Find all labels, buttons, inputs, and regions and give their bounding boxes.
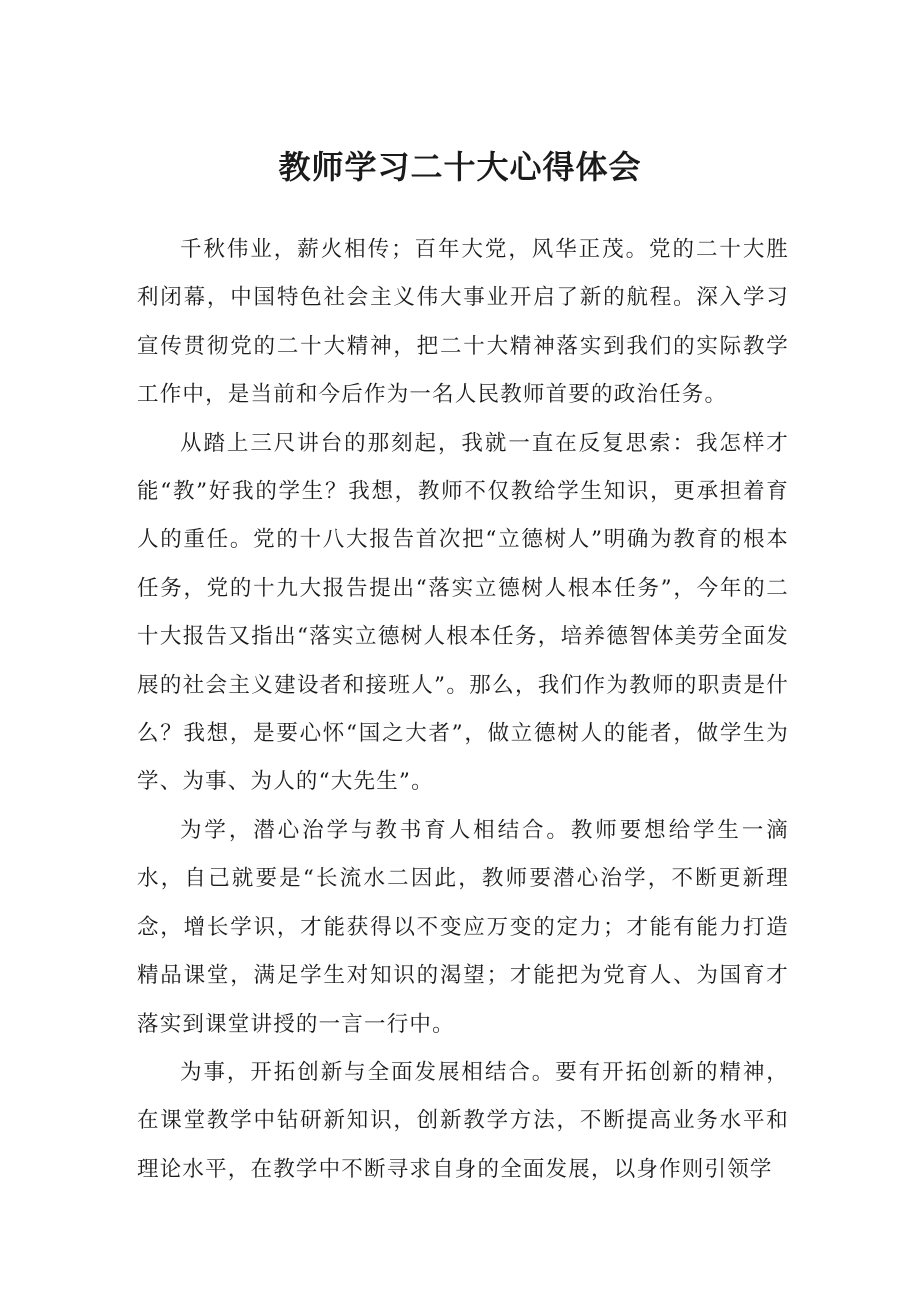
document-body bbox=[137, 226, 789, 1194]
paragraph-4: 为事，开拓创新与全面发展相结合。要有开拓创新的精神，在课堂教学中钻研新知识，创新教学方法，不断提高业务水平和理论水平，在教学中不断寻求自身的全面发展，以身作则引领学 bbox=[137, 1059, 789, 1182]
page-title: 教师学习二十大心得体会 bbox=[278, 148, 642, 186]
paragraph-2: 从踏上三尺讲台的那刻起，我就一直在反复思索：我怎样才能“教”好我的学生？我想，教师不仅教给学生知识，更承担着育人的重任。党的十八大报告首次把“立德树人”明确为教育的根本任务，党的十九大报告提出“落实立德树人根本任务”，今年的二十大报告又指出“落实立德树人根本任务，培养德智体美劳全面发展的社会主义建设者和接班人”。那么，我们作为教师的职责是什么？我想，是要心怀“国之大者”，做立德树人的能者，做学生为学、为事、为人的“大先生”。 bbox=[137, 430, 789, 795]
paragraph-1: 千秋伟业，薪火相传；百年大党，风华正茂。党的二十大胜利闭幕，中国特色社会主义伟大事业开启了新的航程。深入学习宣传贯彻党的二十大精神，把二十大精神落实到我们的实际教学工作中，是当前和今后作为一名人民教师首要的政治任务。 bbox=[137, 237, 789, 408]
paragraph-3: 为学，潜心治学与教书育人相结合。教师要想给学生一滴水，自己就要是“长流水二因此，教师要潜心治学，不断更新理念，增长学识，才能获得以不变应万变的定力；才能有能力打造精品课堂，满足学生对知识的渴望；才能把为党育人、为国育才落实到课堂讲授的一言一行中。 bbox=[137, 817, 789, 1037]
